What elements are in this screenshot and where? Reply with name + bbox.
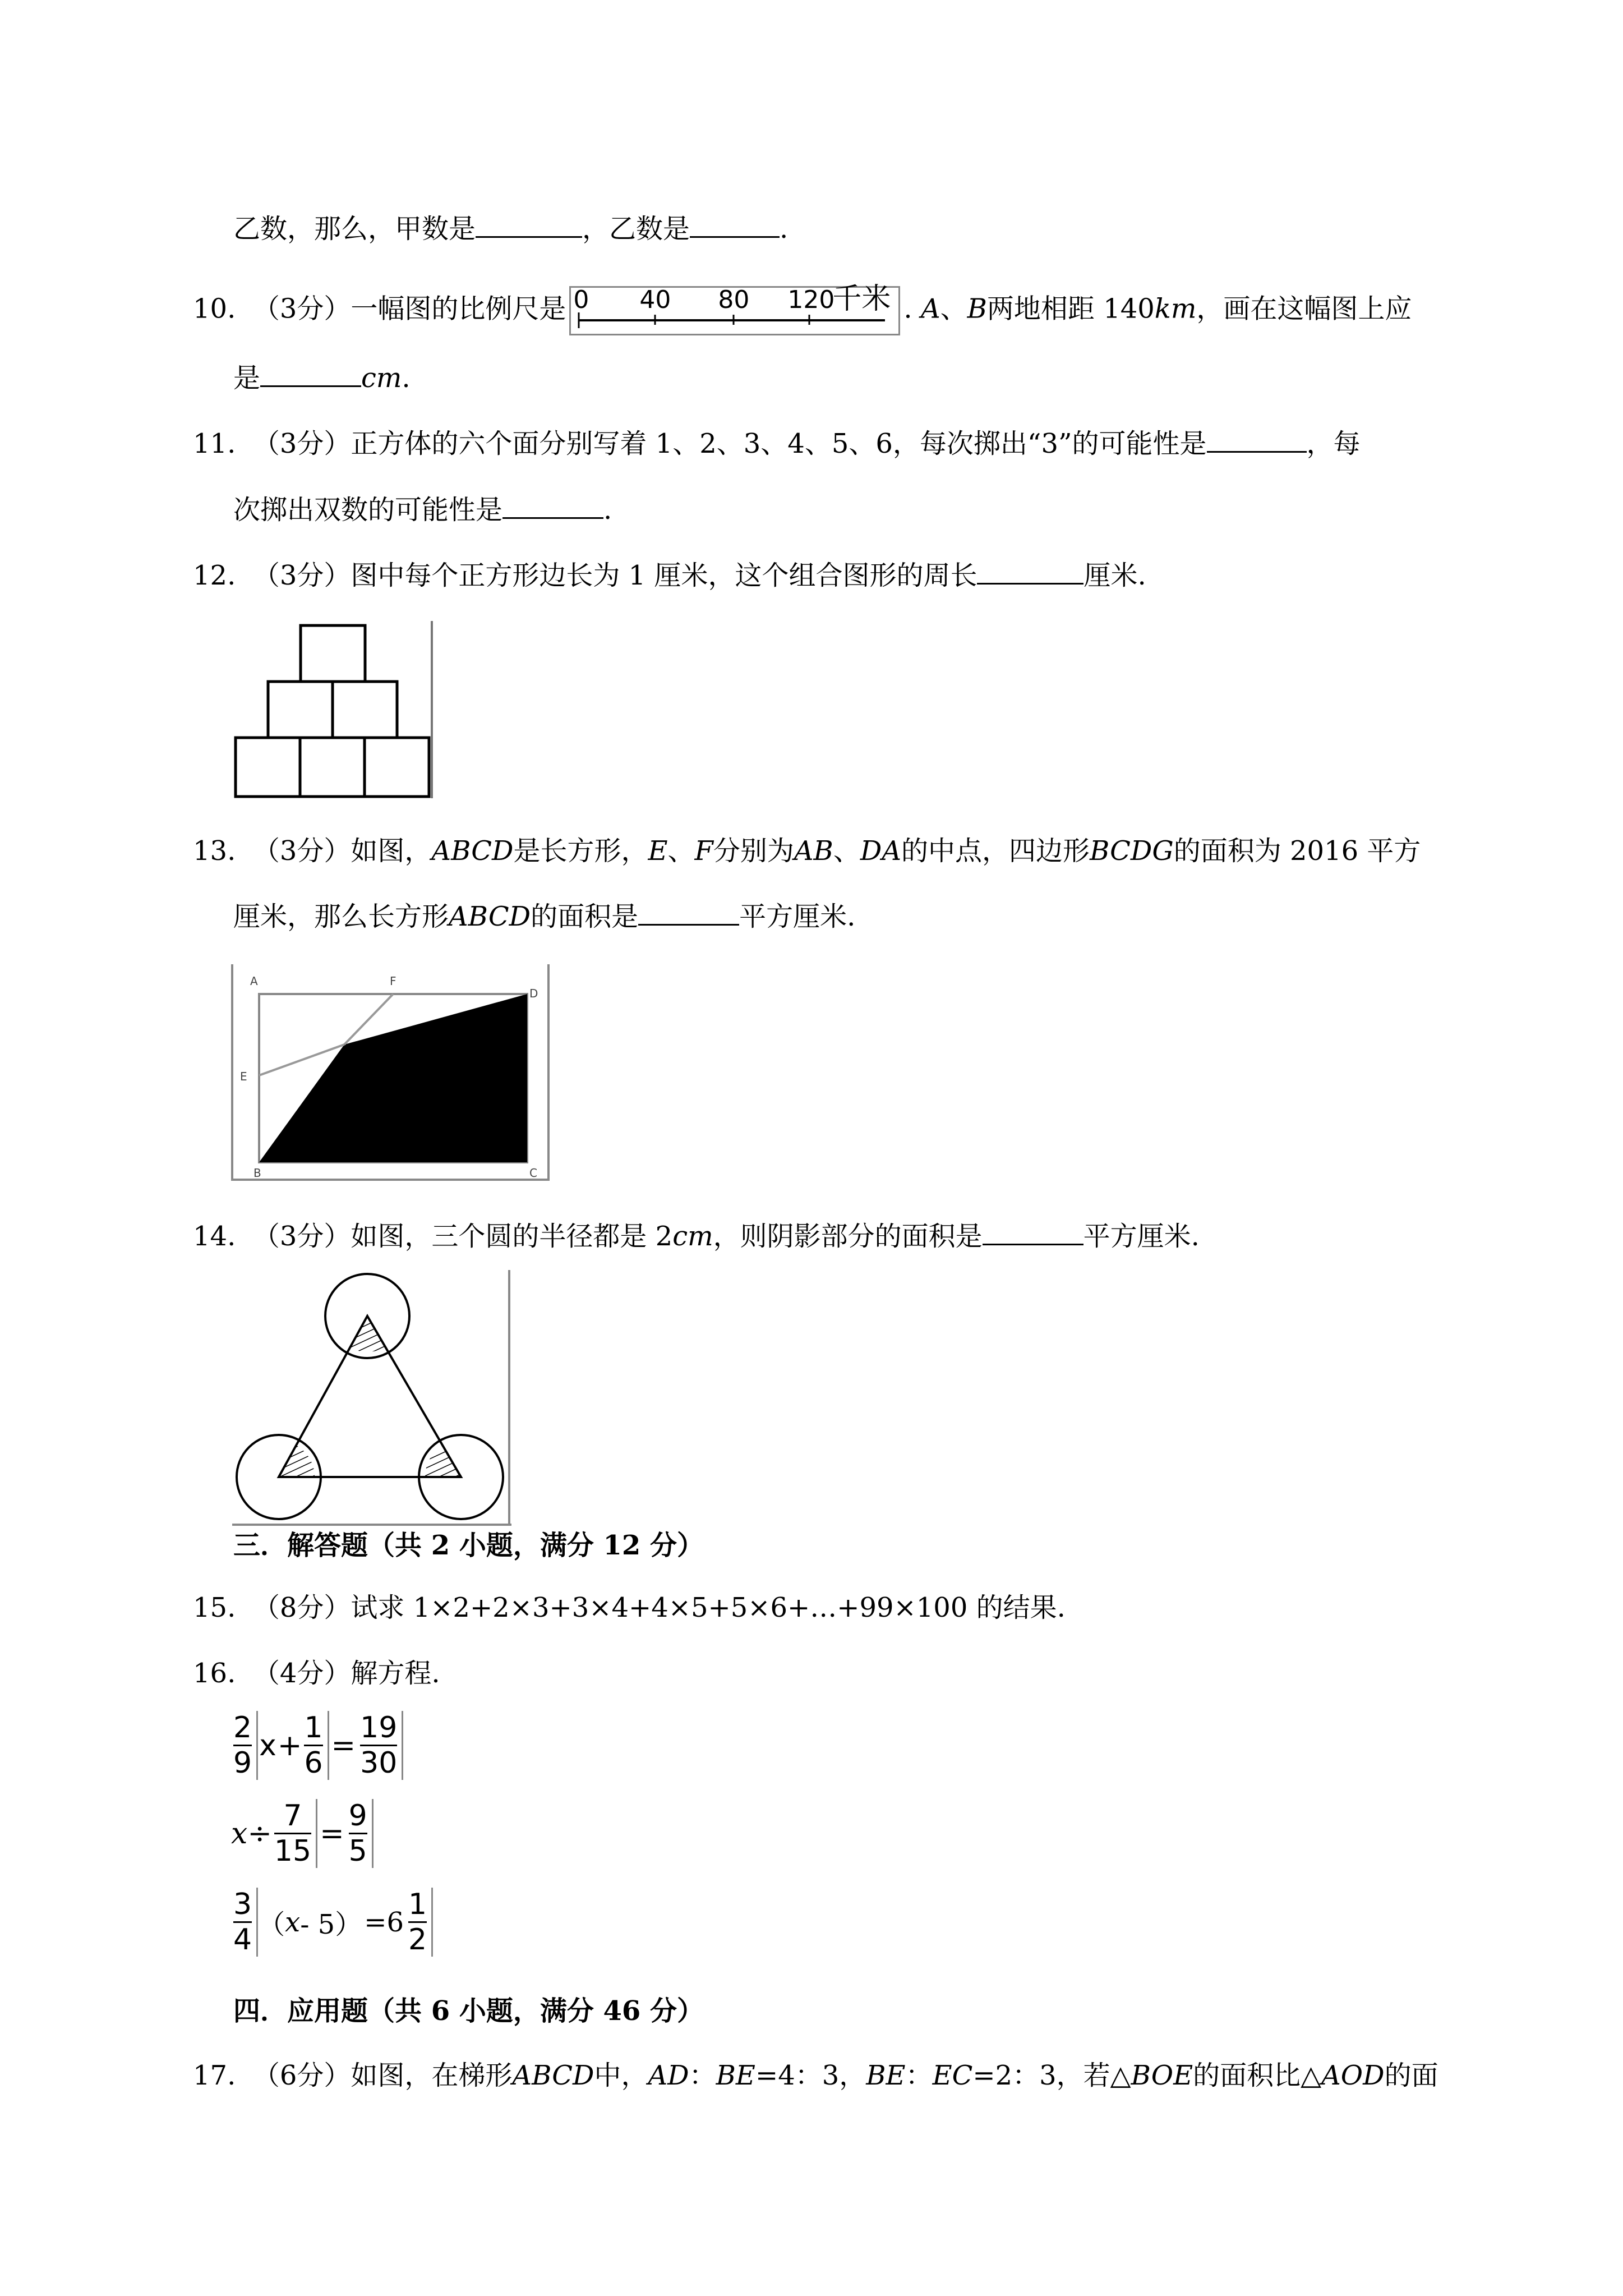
scale-tick-120: 120 (787, 286, 835, 314)
question-number: 10. (193, 293, 236, 325)
question-number: 12. (193, 560, 236, 591)
question-14: 14. （3分）如图，三个圆的半径都是 2cm，则阴影部分的面积是 平方厘米. (193, 1219, 1200, 1253)
scale-unit: 千米 (832, 282, 891, 316)
scale-tick-40: 40 (639, 286, 671, 314)
question-number: 11. (193, 428, 236, 459)
question-number: 16. (193, 1658, 236, 1689)
section-4-title: 四．应用题（共 6 小题，满分 46 分） (233, 1995, 704, 2027)
q9-continuation: 乙数，那么，甲数是 ，乙数是 . (233, 211, 788, 246)
section-3-title: 三．解答题（共 2 小题，满分 12 分） (233, 1530, 704, 1561)
question-10-continuation: 是 cm. (233, 361, 411, 395)
answer-blank[interactable] (983, 1219, 1083, 1245)
three-circles-triangle-figure (231, 1269, 514, 1528)
scale-tick-80: 80 (718, 286, 750, 314)
question-10: 10. （3分）一幅图的比例尺是 0 40 80 120 千米 . A、B两地相距 140km，画在这幅图上应 (193, 286, 1412, 335)
question-17: 17. （6分）如图，在梯形ABCD中，AD：BE=4：3，BE：EC=2：3，若△BOE的面积比△AOD的面 (193, 2060, 1438, 2091)
label-a: A (250, 974, 258, 988)
question-number: 15. (193, 1592, 236, 1623)
question-12: 12. （3分）图中每个正方形边长为 1 厘米，这个组合图形的周长 厘米. (193, 558, 1146, 592)
label-b: B (253, 1166, 261, 1180)
question-13: 13. （3分）如图，ABCD是长方形，E、F分别为AB、DA的中点，四边形BCDG的面积为 2016 平方 (193, 835, 1421, 867)
answer-blank[interactable] (690, 211, 780, 238)
label-d: D (529, 987, 538, 1000)
answer-blank[interactable] (638, 899, 739, 926)
equation-1: $\frac{2}{9}$ x + $\frac{1}{6}$ = $\frac{19}{30}$ (231, 1711, 403, 1780)
answer-blank[interactable] (977, 558, 1083, 585)
answer-blank[interactable] (502, 493, 603, 519)
question-number: 14. (193, 1221, 236, 1252)
rectangle-abcd-figure (231, 963, 551, 1182)
question-16: 16. （4分）解方程. (193, 1658, 440, 1689)
label-f: F (390, 974, 396, 988)
scale-tick-0: 0 (573, 286, 589, 314)
question-11-continuation: 次掷出双数的可能性是 . (233, 493, 612, 527)
question-number: 17. (193, 2060, 236, 2091)
label-e: E (240, 1070, 247, 1083)
question-15: 15. （8分）试求 1×2+2×3+3×4+4×5+5×6+…+99×100 的结果. (193, 1592, 1066, 1623)
answer-blank[interactable] (1207, 426, 1307, 453)
question-11: 11. （3分）正方体的六个面分别写着 1、2、3、4、5、6，每次掷出“3”的可能性是 ，每 (193, 426, 1361, 461)
question-13-continuation: 厘米，那么长方形ABCD的面积是 平方厘米. (233, 899, 855, 933)
scale-bar-figure (569, 282, 900, 335)
squares-pyramid-figure (231, 620, 439, 799)
equation-2: x ÷ $\frac{7}{15}$ = $\frac{9}{5}$ (231, 1799, 374, 1868)
question-number: 13. (193, 835, 236, 867)
equation-3: $\frac{3}{4}$ （ x - 5） =6 $\frac{1}{2}$ (231, 1888, 433, 1957)
label-c: C (529, 1166, 537, 1180)
answer-blank[interactable] (476, 211, 582, 238)
answer-blank[interactable] (260, 361, 361, 387)
